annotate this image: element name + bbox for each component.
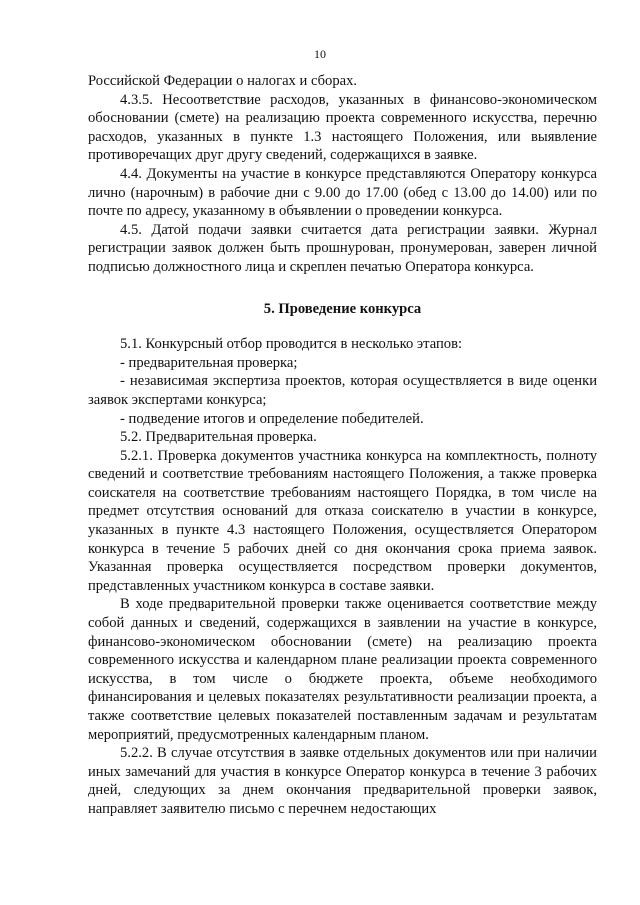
document-body bbox=[88, 72, 597, 819]
list-item: - подведение итогов и определение победителей. bbox=[120, 410, 424, 427]
paragraph: 5.2. Предварительная проверка. bbox=[120, 429, 317, 446]
paragraph: 5.2.1. Проверка документов участника конкурса на комплектность, полноту сведений и соответствие требованиям настоящего Положения, а также проверка соискателя на соответствие требованиям настоящего Порядка, в том числе на предмет отсутствия оснований для отказа соискателю в участии в конкурсе, указанных в пункте 4.3 настоящего Положения, осуществляется Оператором конкурса в течение 5 рабочих дней со дня окончания срока приема заявок. Указанная проверка осуществляется посредством проверки документов, представленных участником конкурса в составе заявки. bbox=[88, 447, 597, 594]
paragraph: 4.5. Датой подачи заявки считается дата регистрации заявки. Журнал регистрации заявок должен быть прошнурован, пронумерован, заверен личной подписью должностного лица и скреплен печатью Оператора конкурса. bbox=[88, 221, 597, 275]
paragraph: 4.4. Документы на участие в конкурсе представляются Оператору конкурса лично (нарочным) в рабочие дни с 9.00 до 17.00 (обед с 13.00 до 14.00) или по почте по адресу, указанному в объявлении о проведении конкурса. bbox=[88, 165, 597, 220]
paragraph: В ходе предварительной проверки также оценивается соответствие между собой данных и сведений, содержащихся в заявлении на участие в конкурсе, финансово-экономическом обосновании (смете) на реализацию проекта современного искусства и календарном плане реализации проекта современного искусства, в том числе о бюджете проекта, объеме необходимого финансирования и целевых показателях результативности реализации проекта, а также соответствие целевых показателей поставленным задачам и результатам мероприятий, предусмотренных календарным планом. bbox=[88, 596, 597, 743]
list-item: - независимая экспертиза проектов, которая осуществляется в виде оценки заявок экспертами конкурса; bbox=[88, 373, 597, 408]
page-number: 10 bbox=[314, 47, 326, 61]
list-item: - предварительная проверка; bbox=[120, 354, 298, 371]
paragraph: 5.2.2. В случае отсутствия в заявке отдельных документов или при наличии иных замечаний для участия в конкурсе Оператор конкурса в течение 3 рабочих дней, следующих за днем окончания предварительной проверки заявок, направляет заявителю письмо с перечнем недостающих bbox=[88, 745, 597, 817]
paragraph: 4.3.5. Несоответствие расходов, указанных в финансово-экономическом обосновании (смете) на реализацию проекта современного искусства, перечню расходов, указанных в пункте 1.3 настоящего Положения, или выявление противоречащих друг другу сведений, содержащихся в заявке. bbox=[88, 91, 597, 164]
paragraph: Российской Федерации о налогах и сборах. bbox=[88, 73, 358, 89]
section-heading: 5. Проведение конкурса bbox=[263, 300, 422, 317]
paragraph: 5.1. Конкурсный отбор проводится в несколько этапов: bbox=[120, 336, 463, 353]
